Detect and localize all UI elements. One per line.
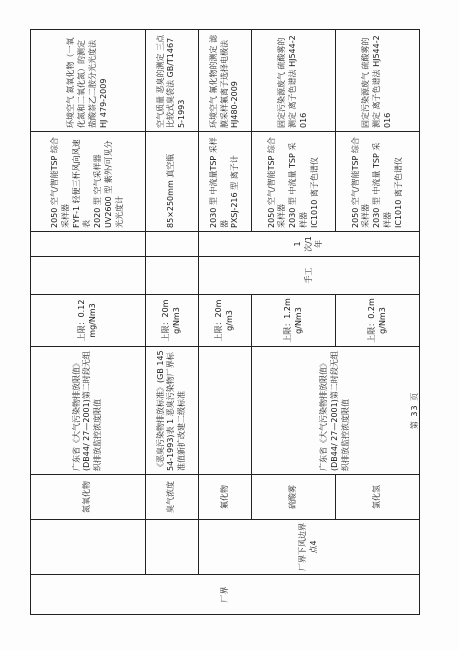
table-row — [31, 30, 146, 615]
method-cell: 固定污染源废气 硫酸雾的测定 离子色谱法 HJ544-2016 — [336, 30, 420, 132]
frequency-cell — [145, 232, 198, 257]
standard-cell — [198, 347, 251, 475]
limit-cell: 上限：20mg/Nm3 — [145, 295, 198, 347]
frequency-cell: 1 次/1 年 — [198, 232, 419, 257]
item-cell: 氟化物 — [198, 475, 251, 520]
frequency-cell — [31, 232, 146, 257]
method-cell: 环境空气 氮氧化物（一氧化氮和二氧化氮）的测定 盐酸萘乙二胺分光光度法 HJ 479-2009 — [31, 30, 146, 132]
method-cell: 固定污染源废气 硫酸雾的测定 离子色谱法 HJ544-2016 — [252, 30, 336, 132]
rotated-table-container — [30, 30, 420, 615]
empty-cell — [145, 257, 198, 295]
sampling-mode-cell: 手工 — [198, 257, 419, 295]
equipment-cell: 85×250mm 真空瓶 — [145, 132, 198, 232]
equipment-cell: 2050 空气/智能TSP 综合采样器 2030 型 中流量 TSP 采样器 IC1010 离子色谱仪 — [336, 132, 420, 232]
standard-cell: 广东省《大气污染物排放限值》(DB44/ 27—2001)第二时段无组织排放监控浓度限值 — [252, 347, 420, 475]
item-cell: 臭气浓度 — [145, 475, 198, 520]
method-cell: 空气质量 恶臭的测定 三点比较式臭袋法 GB/T14675-1993 — [145, 30, 198, 132]
page-number: 第 33 页 — [409, 391, 419, 430]
item-cell: 氮氧化物 — [31, 475, 146, 520]
limit-cell: 上限：20mg/m3 — [198, 295, 251, 347]
standard-cell: 《恶臭污染物排放标准》(GB 14554-1993)表 1 恶臭污染物厂界标准值新扩改建二级标准 — [145, 347, 198, 475]
equipment-cell: 2050 空气/智能TSP 综合采样器 FYF-1 轻便三杯风向风速表 2020 型 空气采样器 UV2600 型 紫外/可见分光光度计 — [31, 132, 146, 232]
limit-cell: 上限：1.2mg/Nm3 — [252, 295, 336, 347]
category-cell: 厂界 — [31, 575, 420, 615]
table-row — [145, 30, 198, 615]
empty-cell — [31, 257, 146, 295]
site-cell — [145, 520, 198, 575]
equipment-cell: 2050 空气/智能TSP 综合采样器 2030 型 中流量 TSP 采样器 IC1010 离子色谱仪 — [252, 132, 336, 232]
limit-cell: 上限：0.12mg/Nm3 — [31, 295, 146, 347]
site-cell: 厂界下风边界点4 — [198, 520, 419, 575]
monitoring-table — [30, 29, 420, 615]
table-row — [198, 30, 251, 615]
site-cell — [31, 520, 146, 575]
equipment-cell: 2030 型 中流量TSP 采样器 PXSJ-216 型 离子计 — [198, 132, 251, 232]
standard-cell: 广东省《大气污染物排放限值》(DB44/ 27—2001)第二时段无组织排放监控浓度限值 — [31, 347, 146, 475]
item-cell: 硫酸雾 — [252, 475, 336, 520]
item-cell: 氯化氢 — [336, 475, 420, 520]
method-cell: 环境空气 氟化物的测定 滤膜采样氟离子选择电极法 HJ480-2009 — [198, 30, 251, 132]
limit-cell: 上限：0.2mg/Nm3 — [336, 295, 420, 347]
